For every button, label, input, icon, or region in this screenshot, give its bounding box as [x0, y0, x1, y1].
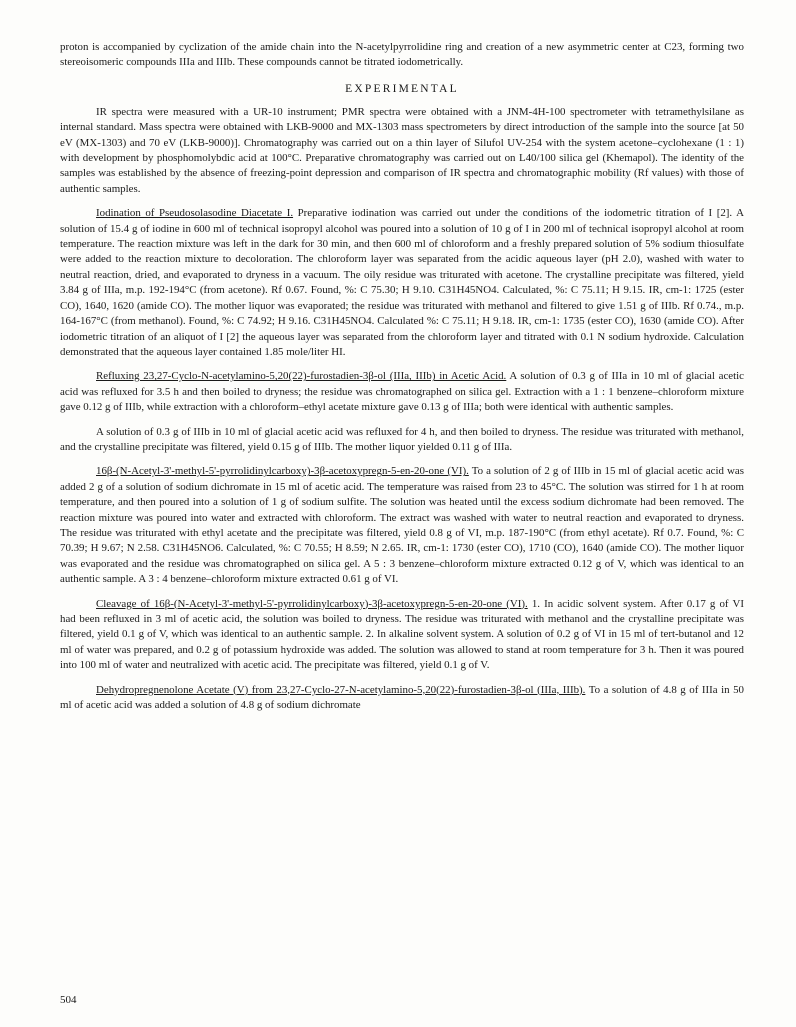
refluxing-text: A solution of 0.3 g of IIIa in 10 ml of glacial acetic acid was refluxed for 3.5 h and then boiled to dryness; the residue was chromatographed on silica gel. Extraction with a 1 : 1 benzene–chloroform mixture gave 0.12 g of IIIb, while extraction with a chloroform–ethyl acetate mixture gave 0.13 g of IIIa; both were identical with authentic samples.	[60, 370, 744, 414]
refluxing-paragraph	[60, 369, 744, 415]
iodination-paragraph	[60, 206, 744, 360]
dehydro-title: Dehydropregnenolone Acetate (V) from 23,27-Cyclo-27-N-acetylamino-5,20(22)-furostadien-3β-ol (IIIa, IIIb).	[96, 683, 586, 696]
dehydro-text: To a solution of 4.8 g of IIIa in 50 ml of acetic acid was added a solution of 4.8 g of sodium dichromate	[60, 683, 744, 712]
cleavage-text: 1. In acidic solvent system. After 0.17 g of VI had been refluxed in 3 ml of acetic acid, the solution was boiled to dryness. The residue was triturated with methanol and the crystalline precipitate was filtered, yield 0.1 g of V, which was identical to an authentic sample. 2. In alkaline solvent system. A solution of 0.2 g of VI in 15 ml of tert-butanol and 12 ml of water was prepared, and 0.2 g of potassium hydroxide was added. The solution was allowed to stand at room temperature for 3 h. Then it was poured into 100 ml of water and neutralized with acetic acid. The precipitate was filtered, yield 0.1 g of V.	[60, 597, 744, 672]
oxidation-text: To a solution of 2 g of IIIb in 15 ml of glacial acetic acid was added 2 g of a solution of sodium dichromate in 15 ml of acetic acid. The temperature was raised from 23 to 45°C. The solution was stirred for 1 h at room temperature, and then poured into a solution of 1 g of sodium sulfite. The solution was heated until the excess sodium dichromate had been removed. The reaction mixture was poured into water and extracted with chloroform. The extract was washed with water to neutral reaction and evaporated to dryness. The residue was triturated with ethyl acetate and the precipitate was filtered, yield 0.8 g of VI, m.p. 187-190°C (from ethyl acetate). Rf 0.7. Found, %: C 70.39; H 9.67; N 2.58. C31H45NO6. Calculated, %: C 70.55; H 8.59; N 2.65. IR, cm-1: 1730 (ester CO), 1710 (CO), 1640 (amide CO). The mother liquor was evaporated and the residue was chromatographed on silica gel. A 5 : 3 benzene–chloroform mixture extracted 0.12 g of V, which was identical to an authentic sample. A 3 : 4 benzene–chloroform mixture extracted 0.61 g of VI.	[60, 465, 744, 586]
intro-paragraph: proton is accompanied by cyclization of the amide chain into the N-acetylpyrrolidine ring and creation of a new asymmetric center at C23, forming two stereoisomeric compounds IIIa and IIIb. These compounds cannot be titrated iodometrically.	[60, 41, 744, 69]
refluxing-title: Refluxing 23,27-Cyclo-N-acetylamino-5,20(22)-furostadien-3β-ol (IIIa, IIIb) in Acetic Acid.	[96, 370, 507, 383]
experimental-paragraph: IR spectra were measured with a UR-10 instrument; PMR spectra were obtained with a JNM-4H-100 spectrometer with tetramethylsilane as internal standard. Mass spectra were obtained with LKB-9000 and MX-1303 mass spectrometers by direct introduction of the sample into the source [at 50 eV (MX-1303) and 70 eV (LKB-9000)]. Chromatography was carried out on a thin layer of Silufol UV-254 with the system acetone–cyclohexane (1 : 1) with development by phosphomolybdic acid at 100°C. Preparative chromatography was carried out on L40/100 silica gel (Khemapol). The identity of the samples was established by the absence of freezing-point depression and comparison of IR spectra and chromatographic mobility (Rf values) with those of authentic samples.	[60, 105, 744, 195]
dehydro-paragraph	[60, 683, 744, 714]
section-heading-experimental: EXPERIMENTAL	[345, 82, 459, 95]
iodination-text: Preparative iodination was carried out under the conditions of the iodometric titration of I [2]. A solution of 15.4 g of iodine in 600 ml of technical isopropyl alcohol was poured into a solution of 10 g of I in 200 ml of technical isopropyl alcohol at room temperature. The reaction mixture was left in the dark for 30 min, and then 600 ml of chloroform and a freshly prepared solution of 5% sodium thiosulfate were added to the reaction mixture to decoloration. The chloroform layer was separated from the acidic aqueous layer (pH 2.0), washed with water to neutral reaction, dried, and evaporated to dryness in a vacuum. The oily residue was triturated with acetone. The crystalline precipitate was filtered, yield 3.84 g of IIIa, m.p. 192-194°C (from acetone). Rf 0.67. Found, %: C 75.30; H 9.10. C31H45NO4. Calculated, %: C 75.11; H 9.15. IR, cm-1: 1725 (ester CO), 1640, 1620 (amide CO). The mother liquor was evaporated; the residue was triturated with methanol and filtered to give 1.51 g of IIIb. Rf 0.74., m.p. 164-167°C (from methanol). Found, %: C 74.92; H 9.16. C31H45NO4. Calculated %: C 75.11; H 9.18. IR, cm-1: 1735 (ester CO), 1630 (amide CO). After iodometric titration of an aliquot of I [2] the aqueous layer was separated from the chloroform layer and titrated with 0.1 N sodium hydroxide. Calculation demonstrated that the aqueous layer contained 1.85 mole/liter HI.	[60, 207, 744, 358]
iodination-title: Iodination of Pseudosolasodine Diacetate I.	[96, 207, 294, 220]
page-number: 504	[60, 994, 77, 1006]
oxidation-title: 16β-(N-Acetyl-3'-methyl-5'-pyrrolidinylcarboxy)-3β-acetoxypregn-5-en-20-one (VI).	[96, 465, 469, 478]
refluxing-b-paragraph: A solution of 0.3 g of IIIb in 10 ml of glacial acetic acid was refluxed for 4 h, and then boiled to dryness. The residue was triturated with methanol, and the crystalline precipitate was filtered, yield 0.15 g of IIIb. The mother liquor yielded 0.11 g of IIIa.	[60, 425, 744, 453]
cleavage-title: Cleavage of 16β-(N-Acetyl-3'-methyl-5'-pyrrolidinylcarboxy)-3β-acetoxypregn-5-en-20-one (VI).	[96, 597, 528, 610]
oxidation-paragraph	[60, 464, 744, 587]
cleavage-paragraph	[60, 597, 744, 674]
